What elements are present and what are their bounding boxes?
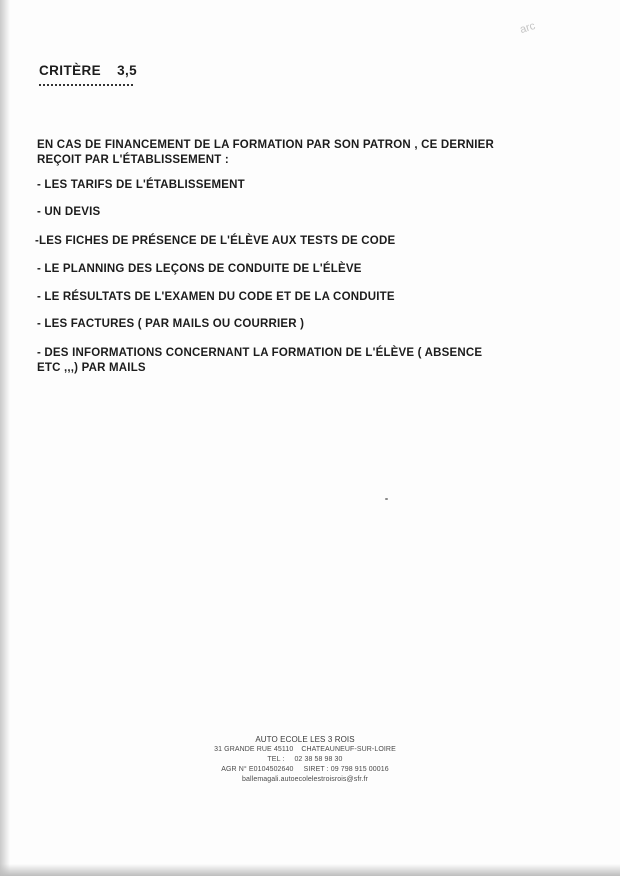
list-item-resultats: - LE RÉSULTATS DE L'EXAMEN DU CODE ET DE LA CONDUITE [37,291,395,303]
list-item-factures: - LES FACTURES ( PAR MAILS OU COURRIER ) [37,318,305,330]
list-item-tarifs: - LES TARIFS DE L'ÉTABLISSEMENT [37,179,245,191]
address-street: 31 GRANDE RUE 45110 [214,746,294,753]
scan-edge-shadow [0,0,10,876]
list-item-fiches-presence: -LES FICHES DE PRÉSENCE DE L'ÉLÈVE AUX TESTS DE CODE [35,235,396,247]
address-city: CHATEAUNEUF-SUR-LOIRE [301,746,396,753]
faint-corner-mark: arc [518,19,537,37]
company-address [170,745,440,755]
list-item-planning: - LE PLANNING DES LEÇONS DE CONDUITE DE L'ÉLÈVE [37,263,362,275]
intro-line-2: REÇOIT PAR L'ÉTABLISSEMENT : [37,154,229,166]
siret-number: SIRET : 09 798 915 00016 [303,766,389,773]
list-item-informations-line-2: ETC ,,,) PAR MAILS [37,362,146,374]
scan-speck [385,498,388,500]
heading-underline [39,84,133,86]
intro-paragraph [37,138,494,168]
company-email: ballemagali.autoecolelestroisrois@sfr.fr [242,776,368,783]
phone-label: TEL : [267,756,285,763]
list-item-informations-line-1: - DES INFORMATIONS CONCERNANT LA FORMATION DE L'ÉLÈVE ( ABSENCE [37,347,483,359]
phone-number: 02 38 58 98 30 [294,756,343,763]
agr-number: AGR N° E0104502640 [221,766,294,773]
company-stamp-footer [170,735,440,785]
company-name: AUTO ECOLE LES 3 ROIS [255,735,355,744]
company-registration [170,765,440,775]
company-phone [170,755,440,765]
criterion-label: CRITÈRE [39,63,102,78]
scan-bottom-shadow [0,864,620,876]
intro-line-1: EN CAS DE FINANCEMENT DE LA FORMATION PAR SON PATRON , CE DERNIER [37,139,495,151]
criterion-heading [39,63,137,78]
criterion-number: 3,5 [117,63,138,78]
list-item-devis: - UN DEVIS [37,206,101,218]
list-item-informations [37,346,482,376]
